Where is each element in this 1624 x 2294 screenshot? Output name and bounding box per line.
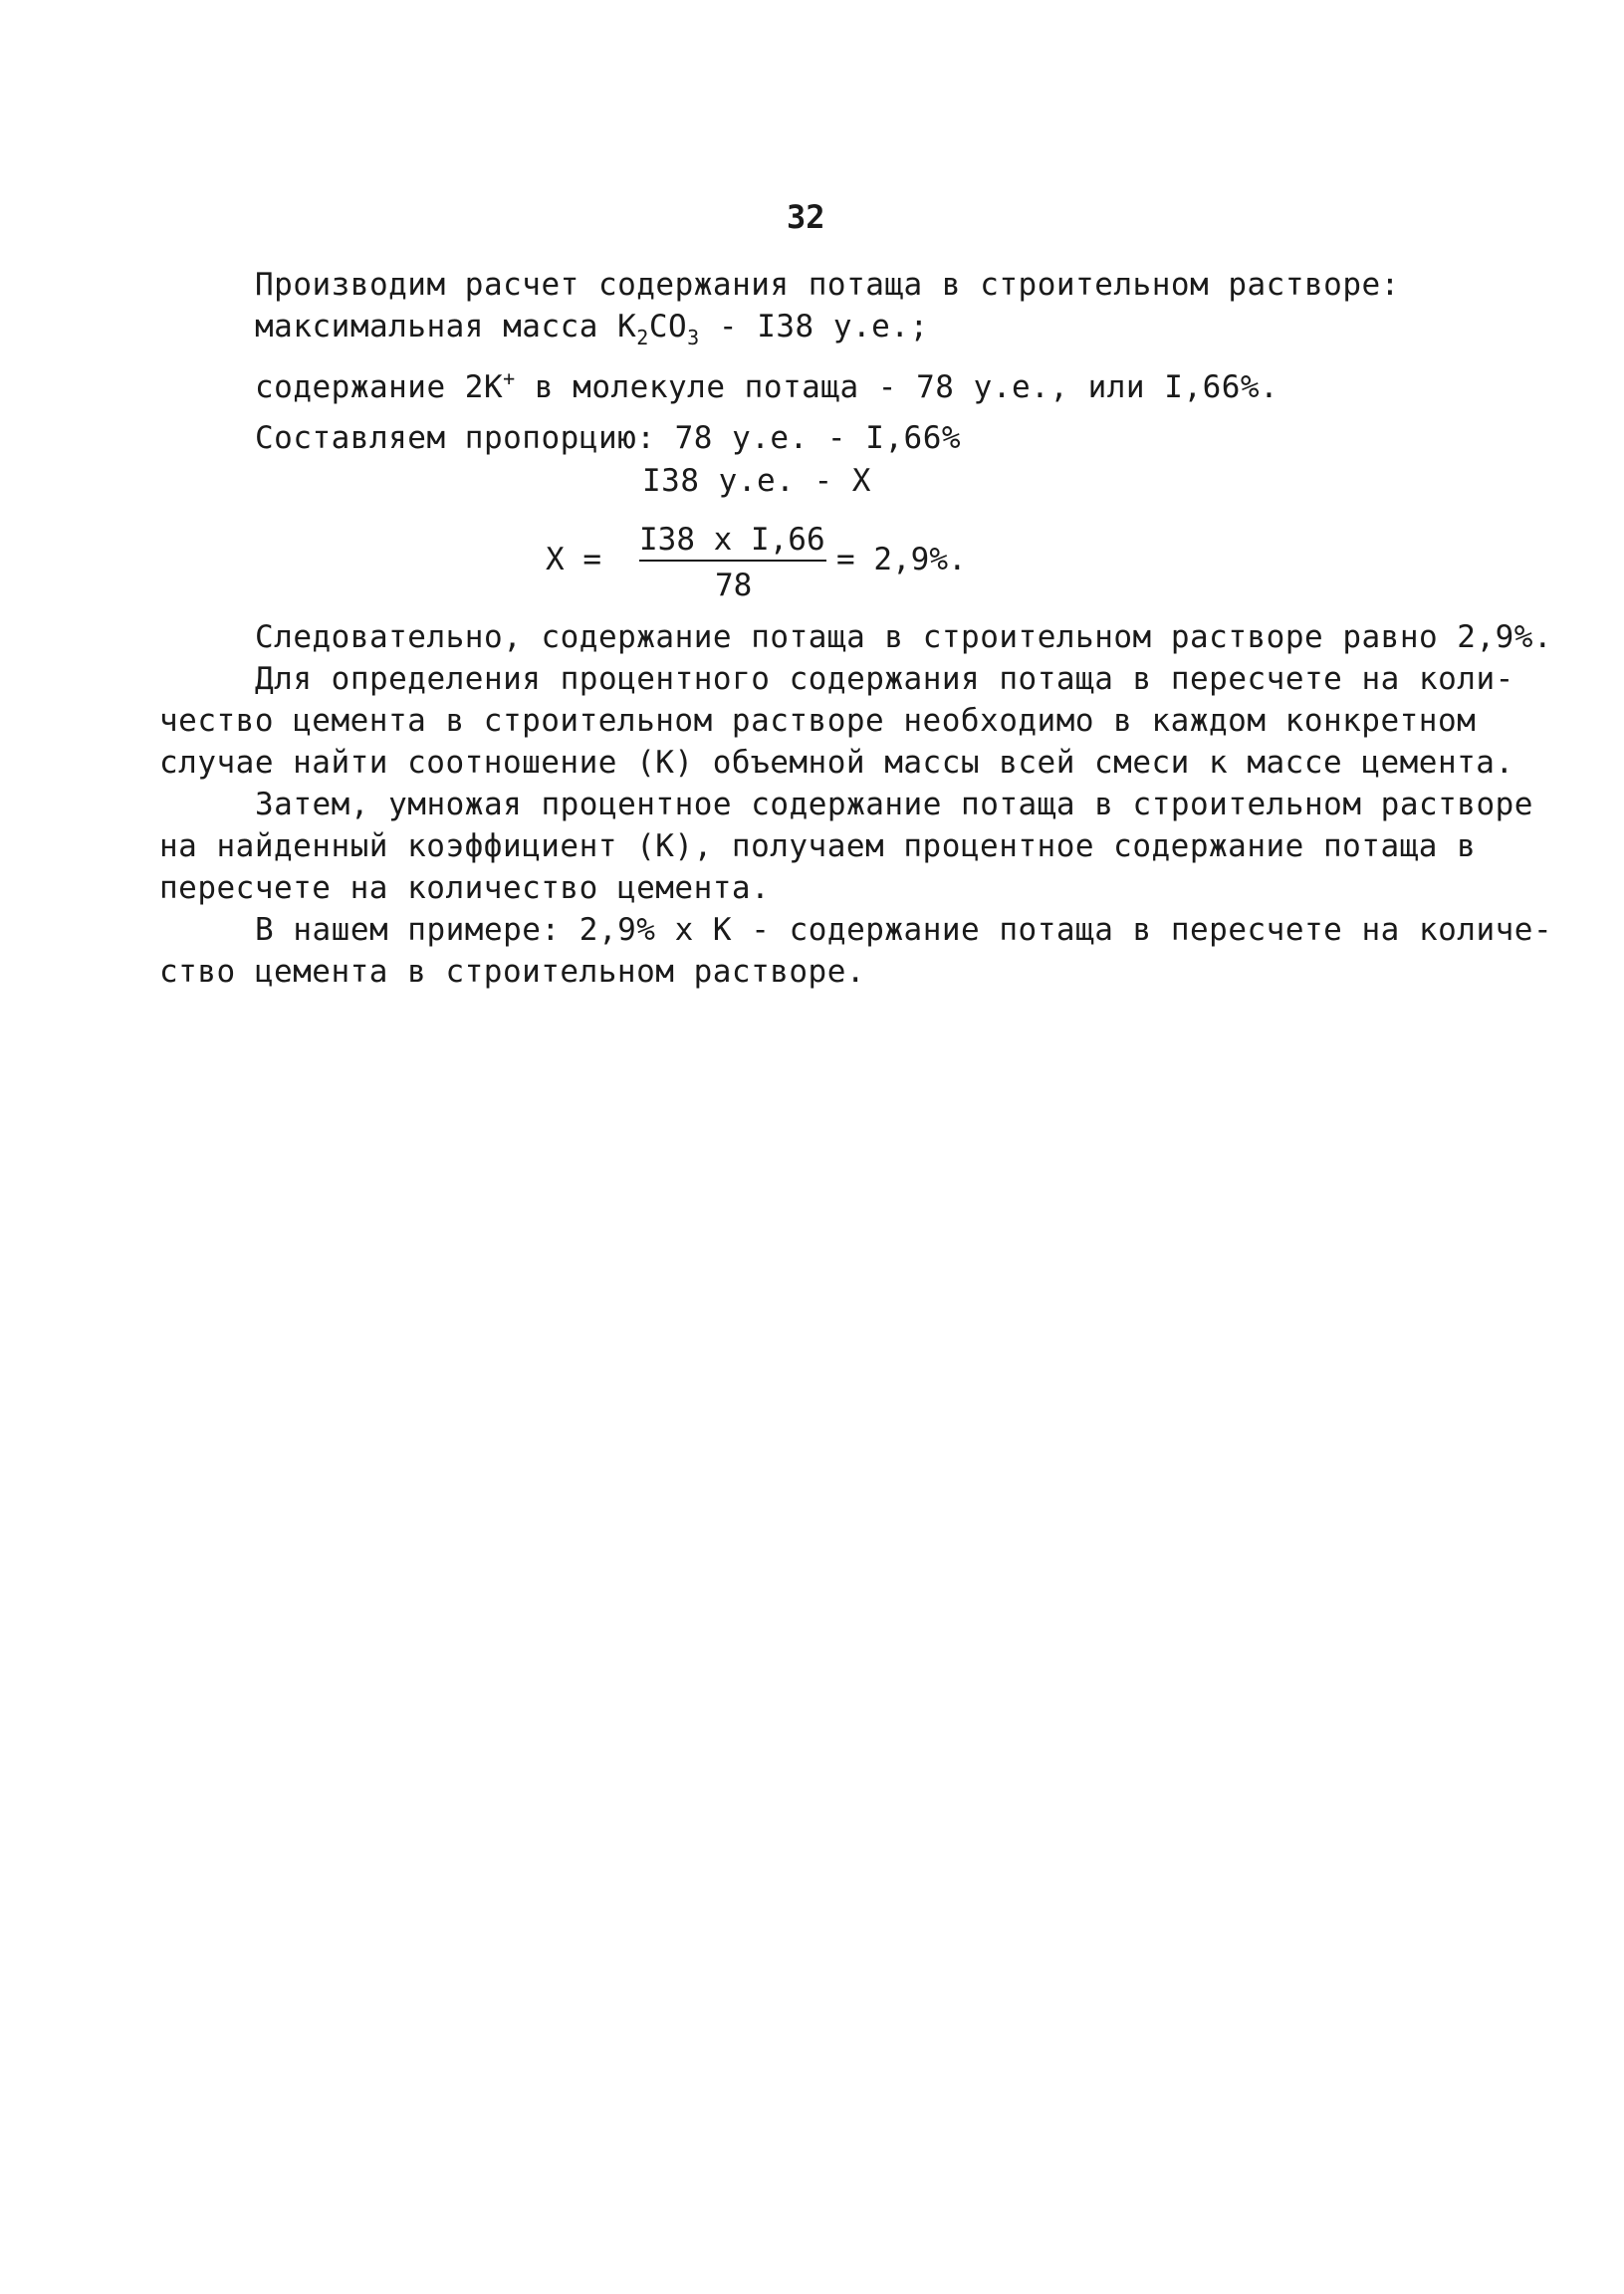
- paragraph-3-line-3: пересчете на количество цемента.: [159, 870, 771, 906]
- paragraph-4-line-1: В нашем примере: 2,9% x K - содержание потаща в пересчете на количе-: [255, 912, 1553, 948]
- max-mass-line: [255, 307, 929, 357]
- max-mass-suffix: - I38 у.е.;: [699, 309, 929, 344]
- paragraph-2-line-2: чество цемента в строительном растворе необходимо в каждом конкретном: [159, 703, 1477, 739]
- max-mass-prefix: максимальная масса K: [255, 309, 637, 344]
- formula-denominator: 78: [715, 568, 753, 603]
- paragraph-4-line-2: ство цемента в строительном растворе.: [159, 954, 866, 990]
- content-suffix: в молекуле потаща - 78 у.е., или I,66%.: [515, 369, 1279, 405]
- content-line: [255, 358, 1278, 407]
- formula-x-label: X =: [546, 542, 601, 577]
- proportion-formula: [546, 520, 1014, 609]
- formula-numerator: I38 x I,66: [639, 522, 825, 558]
- paragraph-2-line-3: случае найти соотношение (K) объемной массы всей смеси к массе цемента.: [159, 745, 1514, 781]
- content-prefix: содержание 2K: [255, 369, 504, 405]
- paragraph-1: Следовательно, содержание потаща в строительном растворе равно 2,9%.: [255, 619, 1553, 655]
- max-mass-sub2: 3: [687, 326, 700, 349]
- max-mass-sub1: 2: [636, 326, 649, 349]
- calc-intro: Производим расчет содержания потаща в строительном растворе:: [255, 267, 1400, 303]
- max-mass-mid: CO: [648, 309, 688, 344]
- formula-result: = 2,9%.: [836, 542, 967, 577]
- content-sup: +: [503, 366, 516, 390]
- paragraph-3-line-2: на найденный коэффициент (K), получаем процентное содержание потаща в: [159, 828, 1477, 864]
- page-number: 32: [787, 198, 825, 236]
- proportion-line-1: Составляем пропорцию: 78 у.е. - I,66%: [255, 420, 962, 456]
- fraction-bar: [639, 560, 826, 562]
- proportion-line-2: I38 у.е. - X: [642, 463, 871, 499]
- paragraph-3-line-1: Затем, умножая процентное содержание потаща в строительном растворе: [255, 787, 1533, 822]
- paragraph-2-line-1: Для определения процентного содержания потаща в пересчете на коли-: [255, 661, 1514, 697]
